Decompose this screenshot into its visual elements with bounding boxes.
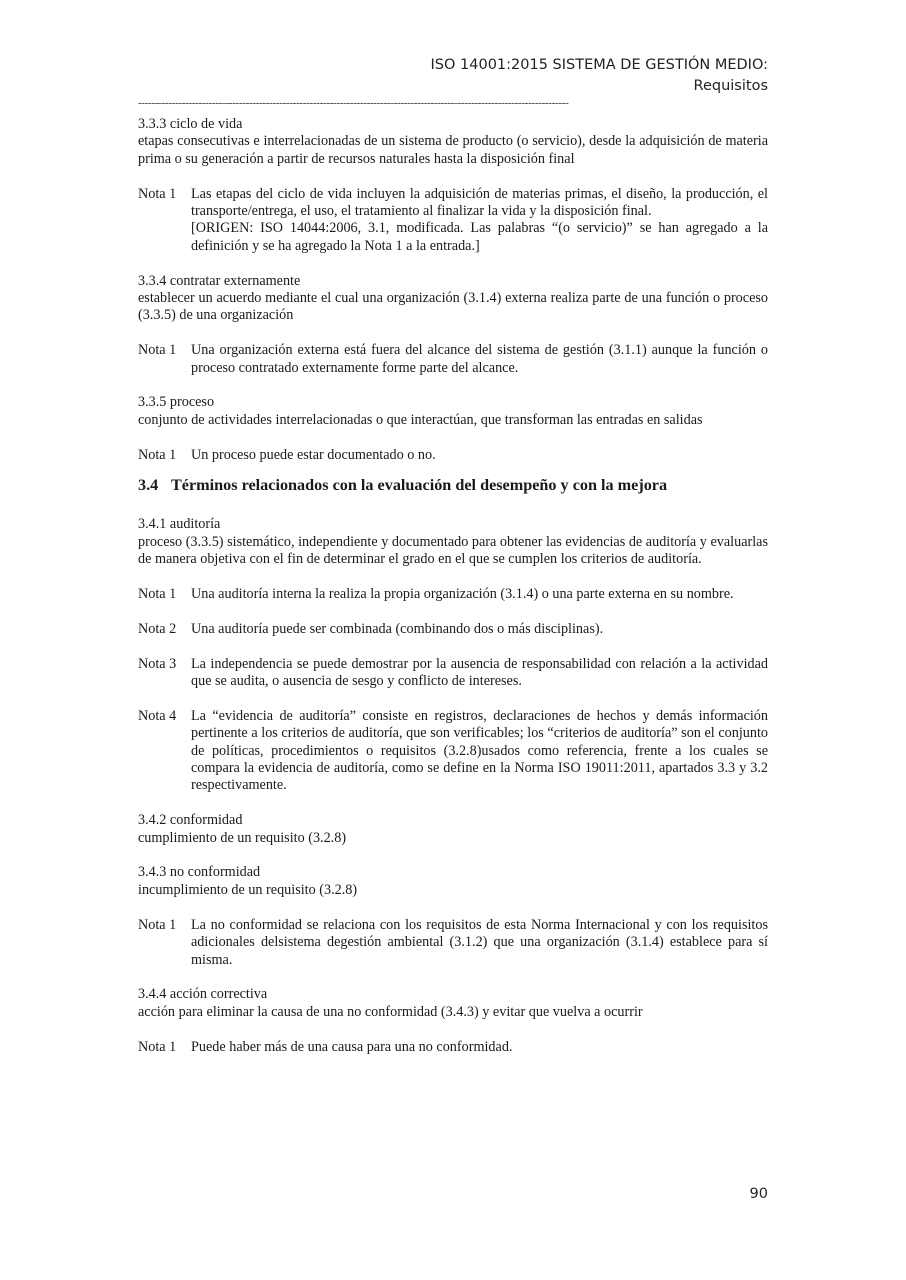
term-definition: incumplimiento de un requisito (3.2.8): [138, 881, 358, 898]
note-text: Una organización externa está fuera del alcance del sistema de gestión (3.1.1) aunque la función o proceso contratado externamente forme parte del alcance.: [191, 342, 768, 376]
note-label: Nota 1: [138, 446, 177, 463]
note-text: Una auditoría puede ser combinada (combinando dos o más disciplinas).: [191, 620, 604, 637]
note-label: Nota 2: [138, 620, 177, 637]
term-heading: 3.4.2 conformidad: [138, 812, 243, 829]
running-header: [431, 55, 768, 97]
header-dashed-rule: --------------------------------------------------------------------------------------------------------------------------------: [138, 97, 569, 109]
note-label: Nota 1: [138, 586, 177, 603]
term-heading: 3.3.5 proceso: [138, 394, 215, 411]
header-title: ISO 14001:2015 SISTEMA DE GESTIÓN MEDIO:: [430, 57, 768, 73]
term-heading: 3.4.4 acción correctiva: [138, 986, 268, 1003]
section-title: Términos relacionados con la evaluación del desempeño y con la mejora: [171, 476, 668, 495]
note: [138, 447, 768, 464]
note-text: Las etapas del ciclo de vida incluyen la adquisición de materias primas, el diseño, la producción, el transporte/entrega, el uso, el tratamiento al finalizar la vida y la disposición final.: [191, 185, 768, 220]
term-definition: cumplimiento de un requisito (3.2.8): [138, 829, 347, 846]
note-label: Nota 1: [138, 916, 177, 933]
note-text: Una auditoría interna la realiza la propia organización (3.1.4) o una parte externa en su nombre.: [191, 586, 734, 603]
term-definition: etapas consecutivas e interrelacionadas de un sistema de producto (o servicio), desde la adquisición de materia prima o su generación a partir de recursos naturales hasta la disposición final: [138, 133, 768, 167]
note: [138, 586, 768, 603]
note-label: Nota 4: [138, 707, 177, 724]
term-definition: proceso (3.3.5) sistemático, independiente y documentado para obtener las evidencias de auditoría y evaluarlas de manera objetiva con el fin de determinar el grado en el que se cumplen los criterios de auditoría.: [138, 533, 768, 568]
note-text: La independencia se puede demostrar por la ausencia de responsabilidad con relación a la actividad que se audita, o ausencia de sesgo y conflicto de intereses.: [191, 655, 768, 690]
note-label: Nota 1: [138, 342, 177, 359]
section-heading: [138, 476, 768, 494]
section-number: 3.4: [138, 476, 159, 495]
note-label: Nota 3: [138, 655, 177, 672]
note: [138, 621, 768, 638]
note: [138, 342, 768, 377]
term-heading: 3.3.4 contratar externamente: [138, 272, 301, 289]
term-heading: 3.4.1 auditoría: [138, 516, 221, 533]
header-subtitle: Requisitos: [693, 78, 768, 94]
note-text: Puede haber más de una causa para una no conformidad.: [191, 1038, 513, 1055]
note-label: Nota 1: [138, 1038, 177, 1055]
term-definition: acción para eliminar la causa de una no conformidad (3.4.3) y evitar que vuelva a ocurrir: [138, 1003, 643, 1020]
note: [138, 656, 768, 691]
term-heading: 3.4.3 no conformidad: [138, 864, 261, 881]
note: [138, 708, 768, 795]
term-heading: 3.3.3 ciclo de vida: [138, 116, 243, 132]
note: [138, 186, 768, 256]
term-definition: conjunto de actividades interrelacionadas o que interactúan, que transforman las entradas en salidas: [138, 411, 703, 428]
page-number: 90: [749, 1186, 768, 1202]
note-text: Un proceso puede estar documentado o no.: [191, 446, 436, 463]
document-body: [138, 116, 768, 1056]
term-definition: establecer un acuerdo mediante el cual una organización (3.1.4) externa realiza parte de una función o proceso (3.3.5) de una organización: [138, 290, 768, 324]
note: [138, 1039, 768, 1056]
note-text: La “evidencia de auditoría” consiste en registros, declaraciones de hechos y demás información pertinente a los criterios de auditoría, que son verificables; los “criterios de auditoría” son el conjunto de políticas, procedimientos o requisitos (3.2.8)usados como referencia, frente a los cuales se compara la evidencia de auditoría, como se define en la Norma ISO 19011:2011, apartados 3.3 y 3.2 respectivamente.: [191, 707, 768, 794]
note-label: Nota 1: [138, 185, 177, 202]
note: [138, 917, 768, 969]
note-origin: [ORIGEN: ISO 14044:2006, 3.1, modificada. Las palabras “(o servicio)” se han agregado a la definición y se ha agregado la Nota 1 a la entrada.]: [191, 220, 768, 254]
note-text: La no conformidad se relaciona con los requisitos de esta Norma Internacional y con los requisitos adicionales delsistema degestión ambiental (3.1.2) que una organización (3.1.4) establece para sí misma.: [191, 916, 768, 968]
